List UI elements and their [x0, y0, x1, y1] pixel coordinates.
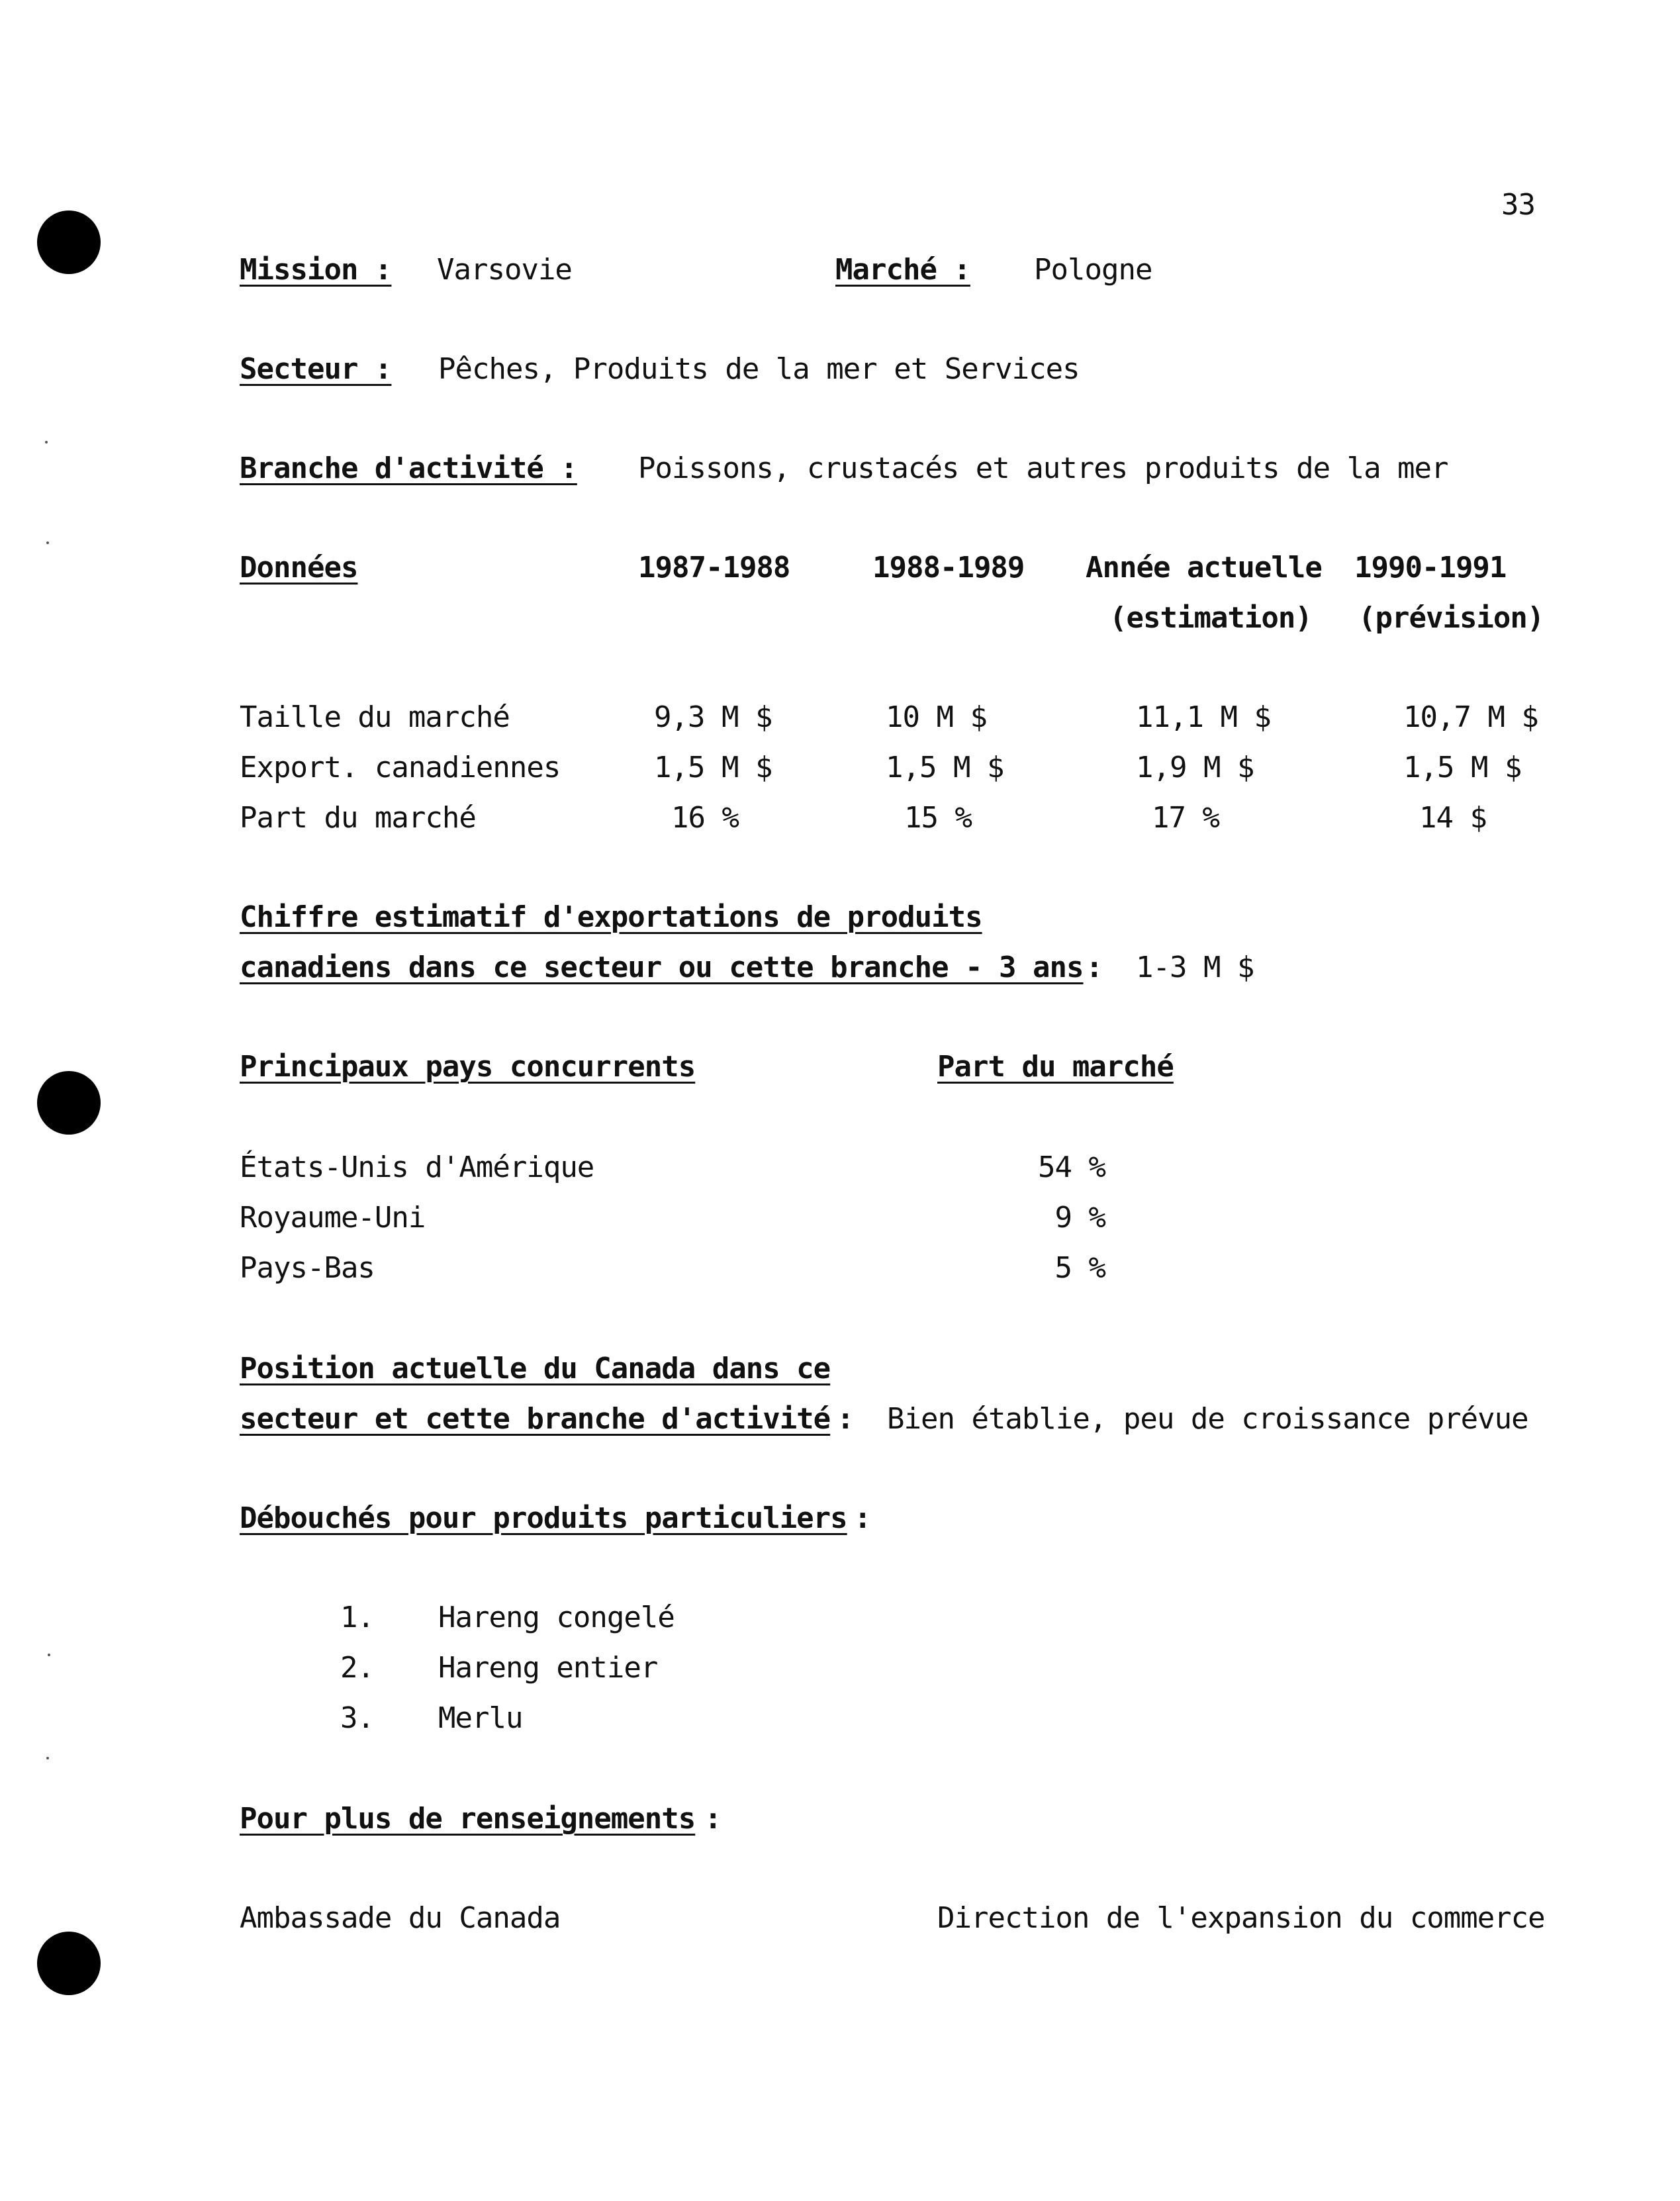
renseignements-colon: :	[704, 1802, 722, 1836]
year-header-3-sub: (estimation)	[1109, 601, 1312, 635]
table-cell: 1,5 M $	[886, 751, 1004, 784]
list-item-number: 1.	[340, 1601, 374, 1634]
row-label-export: Export. canadiennes	[240, 751, 561, 784]
list-item: Hareng congelé	[438, 1601, 675, 1634]
branche-value: Poissons, crustacés et autres produits de la mer	[638, 451, 1448, 485]
scan-speck	[46, 541, 49, 544]
chiffre-colon: :	[1086, 951, 1103, 984]
competitor-country: États-Unis d'Amérique	[240, 1150, 594, 1184]
table-cell: 9,3 M $	[654, 700, 772, 734]
marche-label: Marché :	[835, 253, 970, 287]
table-cell: 1,5 M $	[1403, 751, 1522, 784]
concurrents-header-share: Part du marché	[937, 1050, 1174, 1084]
table-cell: 1,9 M $	[1136, 751, 1254, 784]
debouches-heading: Débouchés pour produits particuliers	[240, 1501, 847, 1535]
chiffre-heading-line2: canadiens dans ce secteur ou cette branche - 3 ans	[240, 951, 1084, 984]
list-item: Merlu	[438, 1701, 523, 1735]
scan-speck	[45, 441, 48, 444]
contact-right: Direction de l'expansion du commerce	[937, 1901, 1545, 1935]
page-number: 33	[1501, 188, 1535, 222]
year-header-2: 1988-1989	[872, 551, 1025, 585]
position-colon: :	[837, 1402, 854, 1436]
table-cell: 15 %	[904, 801, 972, 835]
competitor-country: Pays-Bas	[240, 1251, 375, 1285]
secteur-label: Secteur :	[240, 352, 392, 386]
concurrents-header-country: Principaux pays concurrents	[240, 1050, 696, 1084]
scan-speck	[46, 1757, 49, 1759]
list-item: Hareng entier	[438, 1651, 658, 1685]
punch-hole-bottom	[37, 1932, 101, 1995]
competitor-country: Royaume-Uni	[240, 1201, 426, 1235]
donnees-label: Données	[240, 551, 358, 585]
table-cell: 10,7 M $	[1403, 700, 1538, 734]
mission-label: Mission :	[240, 253, 392, 287]
debouches-colon: :	[854, 1501, 871, 1535]
row-label-taille: Taille du marché	[240, 700, 510, 734]
table-cell: 16 %	[671, 801, 739, 835]
table-cell: 14 $	[1419, 801, 1487, 835]
year-header-1: 1987-1988	[638, 551, 790, 585]
marche-value: Pologne	[1034, 253, 1152, 287]
competitor-share: 5 %	[1054, 1251, 1105, 1285]
chiffre-heading-line1: Chiffre estimatif d'exportations de produits	[240, 900, 982, 934]
position-heading-line2: secteur et cette branche d'activité	[240, 1402, 831, 1436]
year-header-3: Année actuelle	[1086, 551, 1322, 585]
branche-label: Branche d'activité :	[240, 451, 577, 485]
list-item-number: 2.	[340, 1651, 374, 1685]
secteur-value: Pêches, Produits de la mer et Services	[438, 352, 1080, 386]
competitor-share: 54 %	[1038, 1150, 1105, 1184]
year-header-4: 1990-1991	[1354, 551, 1507, 585]
position-heading-line1: Position actuelle du Canada dans ce	[240, 1352, 831, 1385]
punch-hole-middle	[37, 1071, 101, 1135]
renseignements-heading: Pour plus de renseignements	[240, 1802, 696, 1836]
table-cell: 17 %	[1152, 801, 1219, 835]
competitor-share: 9 %	[1054, 1201, 1105, 1235]
list-item-number: 3.	[340, 1701, 374, 1735]
year-header-4-sub: (prévision)	[1358, 601, 1544, 635]
contact-left: Ambassade du Canada	[240, 1901, 561, 1935]
mission-value: Varsovie	[437, 253, 572, 287]
table-cell: 1,5 M $	[654, 751, 772, 784]
row-label-part: Part du marché	[240, 801, 476, 835]
table-cell: 10 M $	[886, 700, 987, 734]
punch-hole-top	[37, 211, 101, 274]
scan-speck	[48, 1654, 50, 1656]
table-cell: 11,1 M $	[1136, 700, 1271, 734]
position-value: Bien établie, peu de croissance prévue	[887, 1402, 1528, 1436]
chiffre-value: 1-3 M $	[1136, 951, 1254, 984]
